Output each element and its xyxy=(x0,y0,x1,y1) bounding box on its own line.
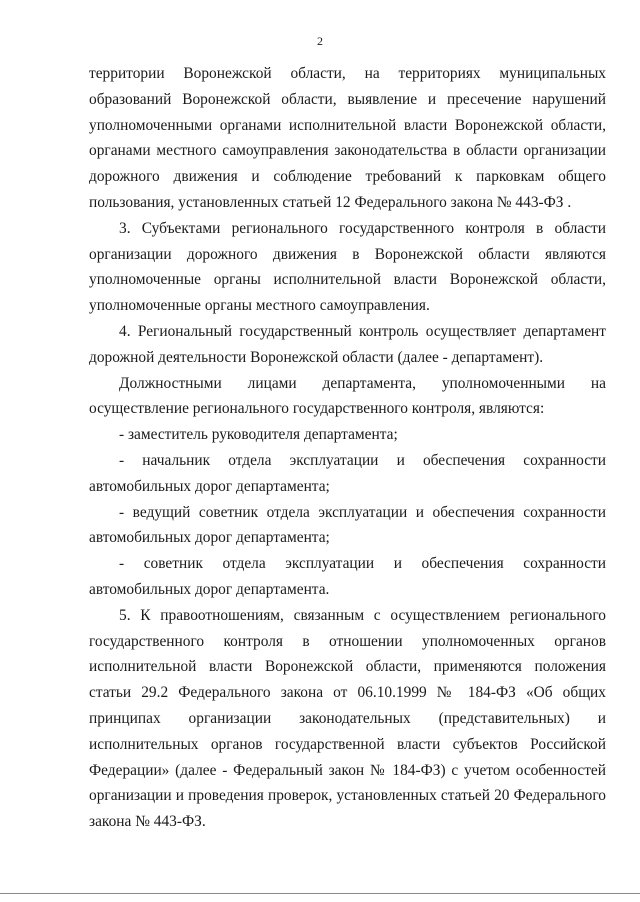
list-item-deputy-head: - заместитель руководителя департамента; xyxy=(119,426,398,444)
list-item-advisor: - советник отдела эксплуатации и обеспечения сохранности автомобильных дорог департамента. xyxy=(89,555,606,598)
paragraph-item-3: 3. Субъектами регионального государственного контроля в области организации дорожного движения в Воронежской области являются уполномоченные органы исполнительной власти Воронежской области, уполномоченные органы местного самоуправления. xyxy=(89,219,606,315)
paragraph-item-5: 5. К правоотношениям, связанным с осуществлением регионального государственного контроля в отношении уполномоченных органов исполнительной власти Воронежской области, применяются положения статьи 29.2 Федерального закона от 06.10.1999 № 184-ФЗ «Об общих принципах организации законодательных (представительных) и исполнительных органов государственной власти субъектов Российской Федерации» (далее - Федеральный закон № 184-ФЗ) с учетом особенностей организации и проведения проверок, установленных статьей 20 Федерального закона № 443-ФЗ. xyxy=(89,606,606,831)
paragraph-continuation: территории Воронежской области, на территориях муниципальных образований Воронежской области, выявление и пресечение нарушений уполномоченными органами исполнительной власти Воронежской области, органами местного самоуправления законодательства в области организации дорожного движения и соблюдение требований к парковкам общего пользования, установленных статьей 12 Федерального закона № 443-ФЗ . xyxy=(89,65,606,211)
list-item-department-head: - начальник отдела эксплуатации и обеспечения сохранности автомобильных дорог департамента; xyxy=(89,451,606,495)
list-item-senior-advisor: - ведущий советник отдела эксплуатации и обеспечения сохранности автомобильных дорог департамента; xyxy=(89,503,606,547)
page-number: 2 xyxy=(317,34,323,48)
paragraph-officials-intro: Должностными лицами департамента, уполномоченными на осуществление регионального государственного контроля, являются: xyxy=(89,374,606,418)
bottom-scan-edge xyxy=(0,893,640,894)
document-body xyxy=(89,61,606,835)
paragraph-item-4: 4. Региональный государственный контроль осуществляет департамент дорожной деятельности Воронежской области (далее - департамент). xyxy=(89,322,606,366)
